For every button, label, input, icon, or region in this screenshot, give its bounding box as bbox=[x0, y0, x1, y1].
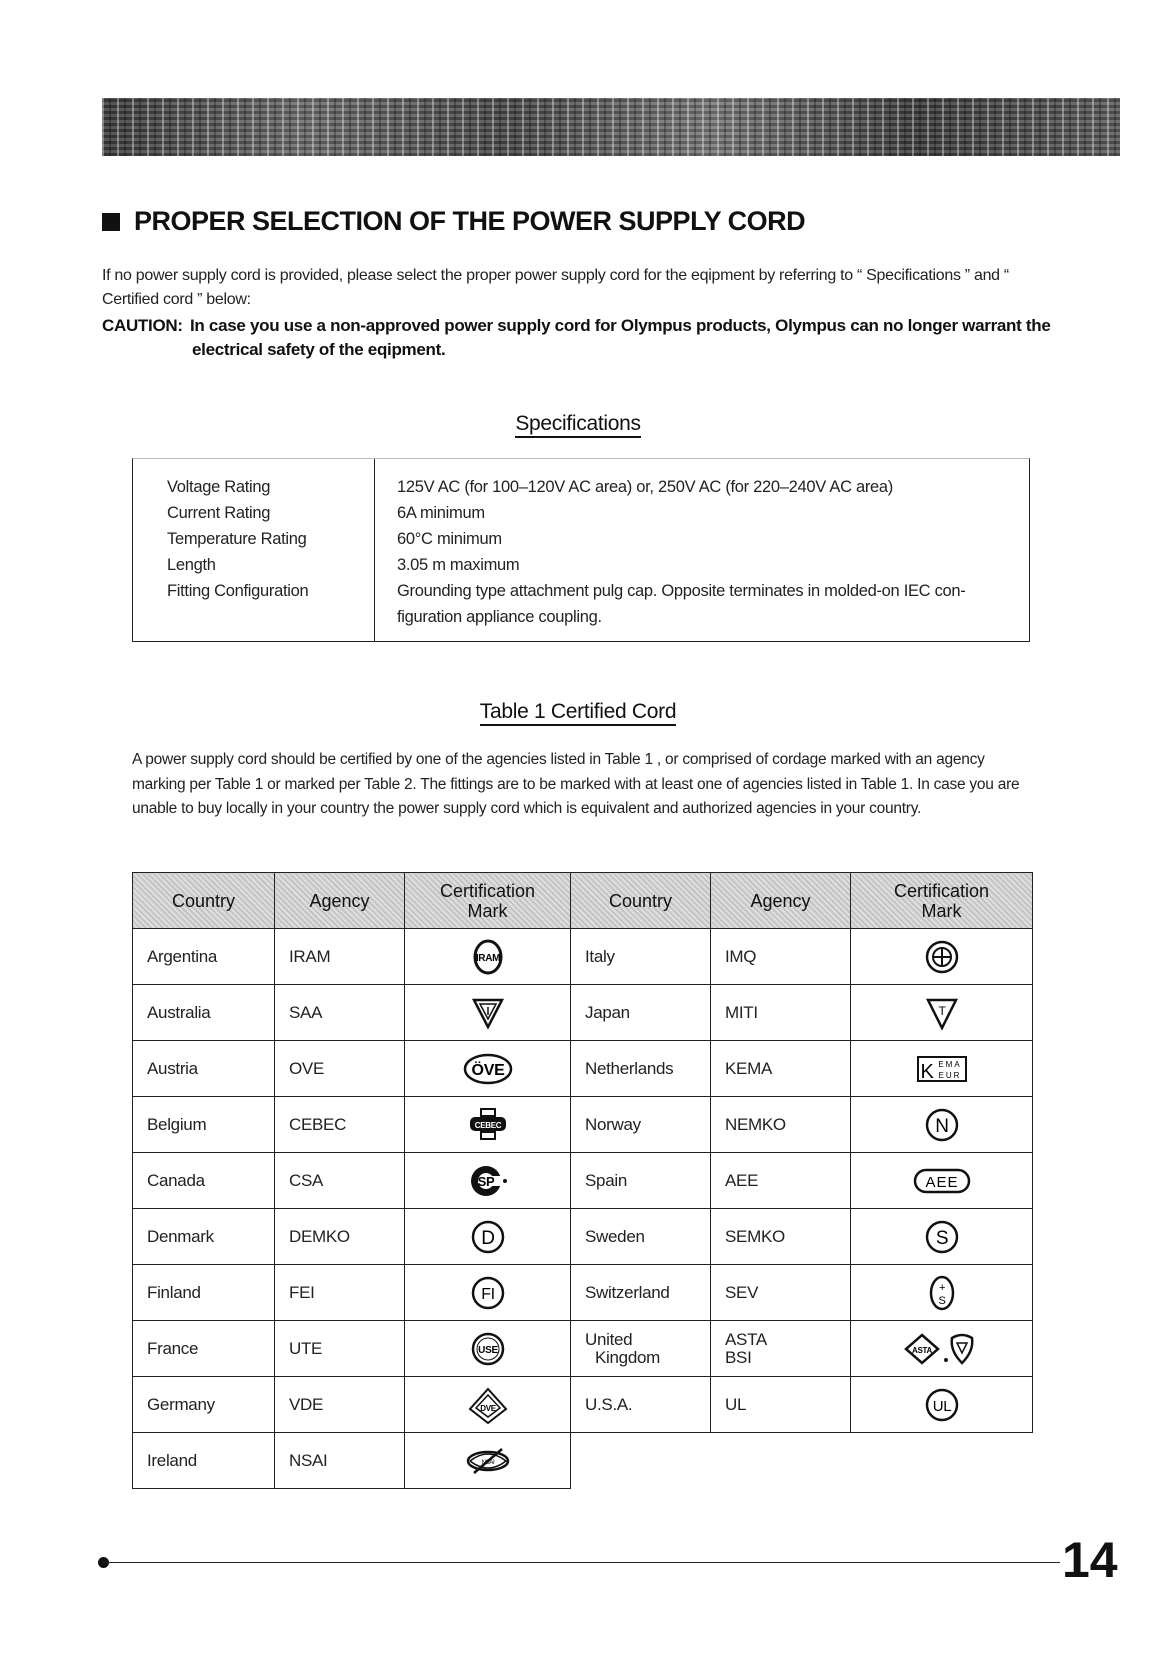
section-title bbox=[102, 206, 805, 237]
nemko-mark bbox=[851, 1097, 1033, 1153]
country-cell: Canada bbox=[133, 1153, 275, 1209]
agency-cell: UTE bbox=[275, 1321, 405, 1377]
table-row bbox=[133, 929, 1033, 985]
spec-values bbox=[375, 459, 1029, 630]
spec-value: Grounding type attachment pulg cap. Opposite terminates in molded-on IEC con- bbox=[397, 582, 966, 600]
agency-cell: UL bbox=[711, 1377, 851, 1433]
agency-cell: IRAM bbox=[275, 929, 405, 985]
iram-mark bbox=[405, 929, 571, 985]
country-cell: Austria bbox=[133, 1041, 275, 1097]
table-row bbox=[133, 1153, 1033, 1209]
caution-line-2: electrical safety of the eqipment. bbox=[192, 340, 446, 359]
kema-mark bbox=[851, 1041, 1033, 1097]
header-agency: Agency bbox=[275, 873, 405, 929]
table-row bbox=[133, 1321, 1033, 1377]
agency-cell: SEV bbox=[711, 1265, 851, 1321]
country-cell: Germany bbox=[133, 1377, 275, 1433]
country-cell: Japan bbox=[571, 985, 711, 1041]
spec-label: Current Rating bbox=[167, 504, 271, 522]
header-country: Country bbox=[133, 873, 275, 929]
spec-value: 60°C minimum bbox=[397, 530, 502, 548]
agency-cell: FEI bbox=[275, 1265, 405, 1321]
agency-cell: IMQ bbox=[711, 929, 851, 985]
header-mark: Certification Mark bbox=[851, 873, 1033, 929]
svg-text:DVE: DVE bbox=[479, 1403, 496, 1413]
agency-cell: NEMKO bbox=[711, 1097, 851, 1153]
agency-cell: CSA bbox=[275, 1153, 405, 1209]
svg-text:CEBEC: CEBEC bbox=[474, 1120, 501, 1130]
agency-cell: NSAI bbox=[275, 1433, 405, 1489]
country-cell: Italy bbox=[571, 929, 711, 985]
country-cell: Finland bbox=[133, 1265, 275, 1321]
sev-mark bbox=[851, 1265, 1033, 1321]
agency-cell: OVE bbox=[275, 1041, 405, 1097]
spec-value: 3.05 m maximum bbox=[397, 556, 520, 574]
table1-heading: Table 1 Certified Cord bbox=[0, 700, 1156, 724]
svg-text:S: S bbox=[935, 1227, 948, 1249]
country-cell: Denmark bbox=[133, 1209, 275, 1265]
country-cell: U.S.A. bbox=[571, 1377, 711, 1433]
spec-value: 6A minimum bbox=[397, 504, 485, 522]
country-cell: Norway bbox=[571, 1097, 711, 1153]
svg-text:EUR: EUR bbox=[938, 1070, 961, 1080]
header-country: Country bbox=[571, 873, 711, 929]
agency-cell: ASTA BSI bbox=[711, 1321, 851, 1377]
cebec-mark bbox=[405, 1097, 571, 1153]
svg-text:UL: UL bbox=[932, 1397, 951, 1415]
svg-text:USE: USE bbox=[477, 1344, 498, 1356]
svg-text:ÖVE: ÖVE bbox=[471, 1061, 504, 1079]
saa-mark bbox=[405, 985, 571, 1041]
ove-mark bbox=[405, 1041, 571, 1097]
header-banner bbox=[102, 98, 1120, 156]
table-row bbox=[133, 1377, 1033, 1433]
svg-text:EMA: EMA bbox=[937, 1059, 962, 1069]
csa-mark bbox=[405, 1153, 571, 1209]
svg-text:SP: SP bbox=[477, 1173, 494, 1189]
agency-cell: DEMKO bbox=[275, 1209, 405, 1265]
svg-text:D: D bbox=[480, 1227, 495, 1249]
svg-text:AEE: AEE bbox=[924, 1173, 959, 1191]
country-cell: France bbox=[133, 1321, 275, 1377]
certified-cord-table bbox=[132, 872, 1033, 1489]
asta-bsi-mark bbox=[851, 1321, 1033, 1377]
spec-label: Fitting Configuration bbox=[167, 582, 309, 600]
country-cell: Switzerland bbox=[571, 1265, 711, 1321]
fei-mark bbox=[405, 1265, 571, 1321]
svg-text:S: S bbox=[937, 1294, 946, 1307]
spec-value-continuation: figuration appliance coupling. bbox=[397, 608, 602, 626]
table-row bbox=[133, 985, 1033, 1041]
table-row bbox=[133, 1097, 1033, 1153]
svg-text:ASTA: ASTA bbox=[911, 1345, 932, 1355]
svg-text:+: + bbox=[938, 1281, 945, 1294]
page-number: 14 bbox=[1062, 1532, 1118, 1588]
square-bullet-icon bbox=[102, 213, 120, 231]
vde-mark bbox=[405, 1377, 571, 1433]
demko-mark bbox=[405, 1209, 571, 1265]
caution-label: CAUTION: bbox=[102, 316, 183, 335]
table-row bbox=[133, 1209, 1033, 1265]
caution-line-1: In case you use a non-approved power supply cord for Olympus products, Olympus can no longer warrant the bbox=[190, 316, 1051, 335]
agency-cell: SEMKO bbox=[711, 1209, 851, 1265]
nsai-mark bbox=[405, 1433, 571, 1489]
ul-mark bbox=[851, 1377, 1033, 1433]
svg-text:FI: FI bbox=[480, 1285, 495, 1303]
svg-text:T: T bbox=[937, 1003, 946, 1018]
agency-cell: AEE bbox=[711, 1153, 851, 1209]
country-cell: Spain bbox=[571, 1153, 711, 1209]
caution-block bbox=[102, 314, 1072, 362]
country-cell: Belgium bbox=[133, 1097, 275, 1153]
table-row bbox=[133, 1041, 1033, 1097]
header-mark: Certification Mark bbox=[405, 873, 571, 929]
table-row bbox=[133, 1265, 1033, 1321]
intro-paragraph: If no power supply cord is provided, please select the proper power supply cord for the eqipment by referring to “ Specifications ” and “ Certified cord ” below: bbox=[102, 267, 1009, 308]
country-cell: United Kingdom bbox=[571, 1321, 711, 1377]
spec-label: Temperature Rating bbox=[167, 530, 307, 548]
country-cell: Ireland bbox=[133, 1433, 275, 1489]
spec-value: 125V AC (for 100–120V AC area) or, 250V AC (for 220–240V AC area) bbox=[397, 478, 893, 496]
table1-description: A power supply cord should be certified by one of the agencies listed in Table 1 , or comprised of cordage marked with an agency marking per Table 1 or marked per Table 2. The fittings are to be marked with at least one of agencies listed in Table 1. In case you are unable to buy locally in your country the power supply cord which is equivalent and authorized agencies in your country. bbox=[132, 751, 1020, 817]
imq-mark bbox=[851, 929, 1033, 985]
svg-text:K: K bbox=[919, 1060, 934, 1083]
country-cell: Sweden bbox=[571, 1209, 711, 1265]
miti-mark bbox=[851, 985, 1033, 1041]
specifications-box bbox=[132, 458, 1030, 642]
agency-cell: KEMA bbox=[711, 1041, 851, 1097]
table-row bbox=[133, 1433, 1033, 1489]
svg-text:N: N bbox=[934, 1115, 949, 1137]
spec-label: Length bbox=[167, 556, 216, 574]
agency-cell: VDE bbox=[275, 1377, 405, 1433]
empty-cell bbox=[571, 1433, 1033, 1489]
agency-cell: CEBEC bbox=[275, 1097, 405, 1153]
specifications-heading: Specifications bbox=[0, 412, 1156, 436]
agency-cell: MITI bbox=[711, 985, 851, 1041]
country-cell: Australia bbox=[133, 985, 275, 1041]
header-agency: Agency bbox=[711, 873, 851, 929]
svg-text:NSAI: NSAI bbox=[481, 1459, 494, 1466]
spec-label: Voltage Rating bbox=[167, 478, 271, 496]
spec-labels bbox=[133, 459, 375, 641]
aee-mark bbox=[851, 1153, 1033, 1209]
footer-rule bbox=[102, 1562, 1060, 1563]
ute-mark bbox=[405, 1321, 571, 1377]
country-cell: Netherlands bbox=[571, 1041, 711, 1097]
section-title-text: PROPER SELECTION OF THE POWER SUPPLY CORD bbox=[134, 206, 806, 236]
svg-text:IRAM: IRAM bbox=[475, 952, 500, 964]
semko-mark bbox=[851, 1209, 1033, 1265]
country-cell: Argentina bbox=[133, 929, 275, 985]
agency-cell: SAA bbox=[275, 985, 405, 1041]
table-header-row bbox=[133, 873, 1033, 929]
